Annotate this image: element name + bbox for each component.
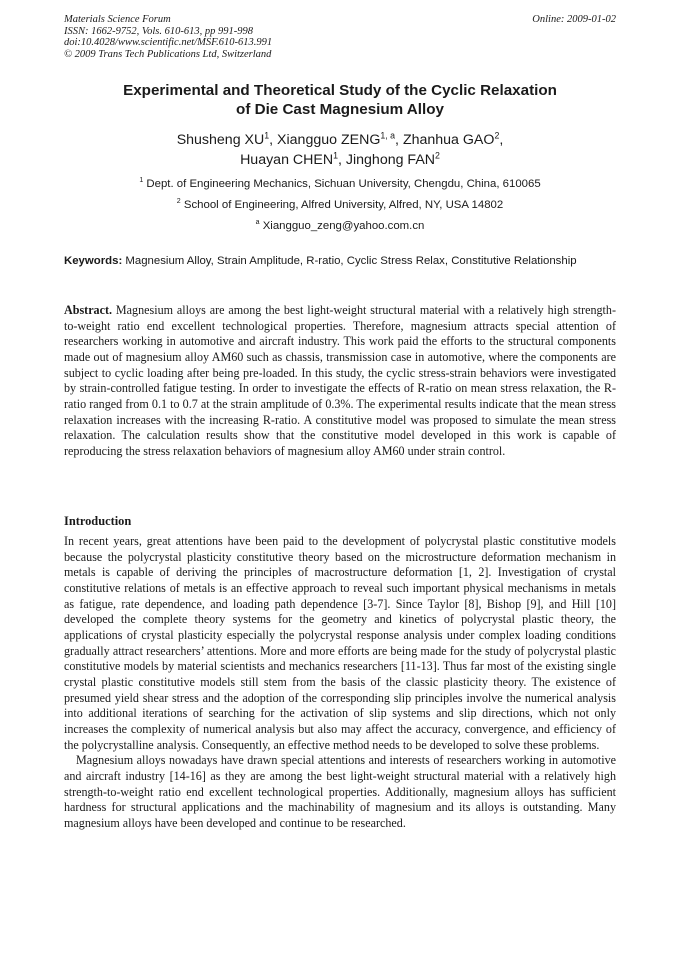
author-name: Jinghong FAN [345, 152, 436, 168]
abstract [64, 303, 616, 460]
doi-line: doi:10.4028/www.scientific.net/MSF.610-613.991 [64, 37, 273, 49]
author-name: Zhanhua GAO [402, 132, 495, 148]
affiliation-text: School of Engineering, Alfred University, Alfred, NY, USA 14802 [180, 199, 504, 211]
author-list [64, 130, 616, 170]
keywords-text: Magnesium Alloy, Strain Amplitude, R-ratio, Cyclic Stress Relax, Constitutive Relationship [122, 255, 577, 267]
author-separator: , [269, 132, 278, 148]
author-name: Shusheng XU [176, 132, 265, 148]
affiliation-mark: 2 [176, 198, 181, 206]
email-text: Xiangguo_zeng@yahoo.com.cn [259, 220, 425, 232]
paragraph: In recent years, great attentions have been paid to the development of polycrystal plastic constitutive models because the polycrystal plasticity constitutive theory based on the microstructure deformation mechanism in metals is capable of deriving the principles of macrostructure deformation [1, 2]. Investigation of crystal constitutive relations of metals is an effective approach to reveal such important physical mechanisms in metals as fatigue, rate dependence, and loading path dependence [3-7]. Since Taylor [8], Bishop [9], and Hill [10] developed the complete theory systems for the geometry and kinetics of polycrystal plastic theory, the applications of crystal plasticity especially the polycrystal response analysis under complex loading conditions gradually attract researchers’ attentions. More and more efforts are being made for the study of polycrystal plastic constitutive models by material scientists and mechanics researchers [11-13]. Thus far most of the existing single crystal plastic constitutive models still stem from the basis of the classic plasticity theory. The existence of presumed yield shear stress and the adoption of the corresponding slip principles involve the numerical analysis into additional iterations of searching for the activation of slip systems and slip directions, which not only increases the complexity of numerical analysis but also may affect the accuracy, convergence, and efficiency of the polycrystalline analysis. Consequently, an effective method needs to be developed to solve these problems. [64, 534, 616, 752]
issn-line: ISSN: 1662-9752, Vols. 610-613, pp 991-998 [64, 25, 253, 37]
author-separator: , [338, 152, 346, 168]
title-line-2: of Die Cast Magnesium Alloy [236, 101, 444, 118]
author-affiliation-mark: 2 [494, 130, 500, 141]
author-line-1 [64, 130, 616, 150]
copyright-line: © 2009 Trans Tech Publications Ltd, Switzerland [64, 48, 272, 60]
author-separator: , [395, 132, 403, 148]
author-name: Xiangguo ZENG [277, 132, 381, 148]
keywords-label: Keywords: [64, 255, 123, 267]
author-affiliation-mark: 1, a [380, 130, 396, 141]
paragraph: Magnesium alloys nowadays have drawn special attentions and interests of researchers working in automotive and aircraft industry [14-16] as they are among the best light-weight structural material with a relatively high strength-to-weight ratio end excellent technological properties. Additionally, magnesium alloys has sufficient hardness for structural applications and the machinability of magnesium and its alloys is outstanding. Many magnesium alloys have been developed and continue to be researched. [64, 753, 616, 830]
title-line-1: Experimental and Theoretical Study of the Cyclic Relaxation [123, 82, 557, 99]
paper-title [64, 81, 616, 119]
contact-email [64, 219, 616, 233]
affiliation-1 [64, 177, 616, 191]
abstract-text: Magnesium alloys are among the best light-weight structural material with a relatively high strength-to-weight ratio end excellent technological properties. Therefore, magnesium attracts special attention of researchers working in automotive and aircraft industry. This work paid the efforts to the structural components made out of magnesium alloy AM60 such as chassis, transmission case in automotive, where the components are subject to cyclic loading after being pre-loaded. In this study, the cyclic stress-strain behaviors were investigated by strain-controlled fatigue testing. In order to investigate the effects of R-ratio on mean stress relaxation, the R-ratio ranged from 0.1 to 0.7 at the strain amplitude of 0.3%. The experimental results indicate that the mean stress relaxation increases with the increasing R-ratio. A constitutive model was proposed to simulate the mean stress relaxation. The calculation results show that the constitutive model developed in this work is capable of reproducing the stress relaxation behaviors of magnesium alloy AM60 under strain control. [64, 303, 616, 458]
author-line-2 [64, 150, 616, 170]
affiliation-mark: a [255, 219, 260, 227]
abstract-label: Abstract. [64, 303, 113, 317]
online-date: Online: 2009-01-02 [532, 14, 616, 25]
author-name: Huayan CHEN [240, 152, 334, 168]
keywords [64, 254, 616, 268]
section-heading-introduction: Introduction [64, 514, 132, 528]
affiliation-mark: 1 [139, 177, 144, 185]
journal-name: Materials Science Forum [64, 14, 171, 25]
journal-header [64, 14, 616, 60]
author-affiliation-mark: 1 [333, 150, 339, 161]
affiliation-2 [64, 198, 616, 212]
affiliation-text: Dept. of Engineering Mechanics, Sichuan University, Chengdu, China, 610065 [143, 178, 541, 190]
introduction-body [64, 534, 616, 831]
author-separator: , [499, 132, 504, 148]
author-affiliation-mark: 2 [435, 150, 440, 161]
author-affiliation-mark: 1 [264, 130, 270, 141]
